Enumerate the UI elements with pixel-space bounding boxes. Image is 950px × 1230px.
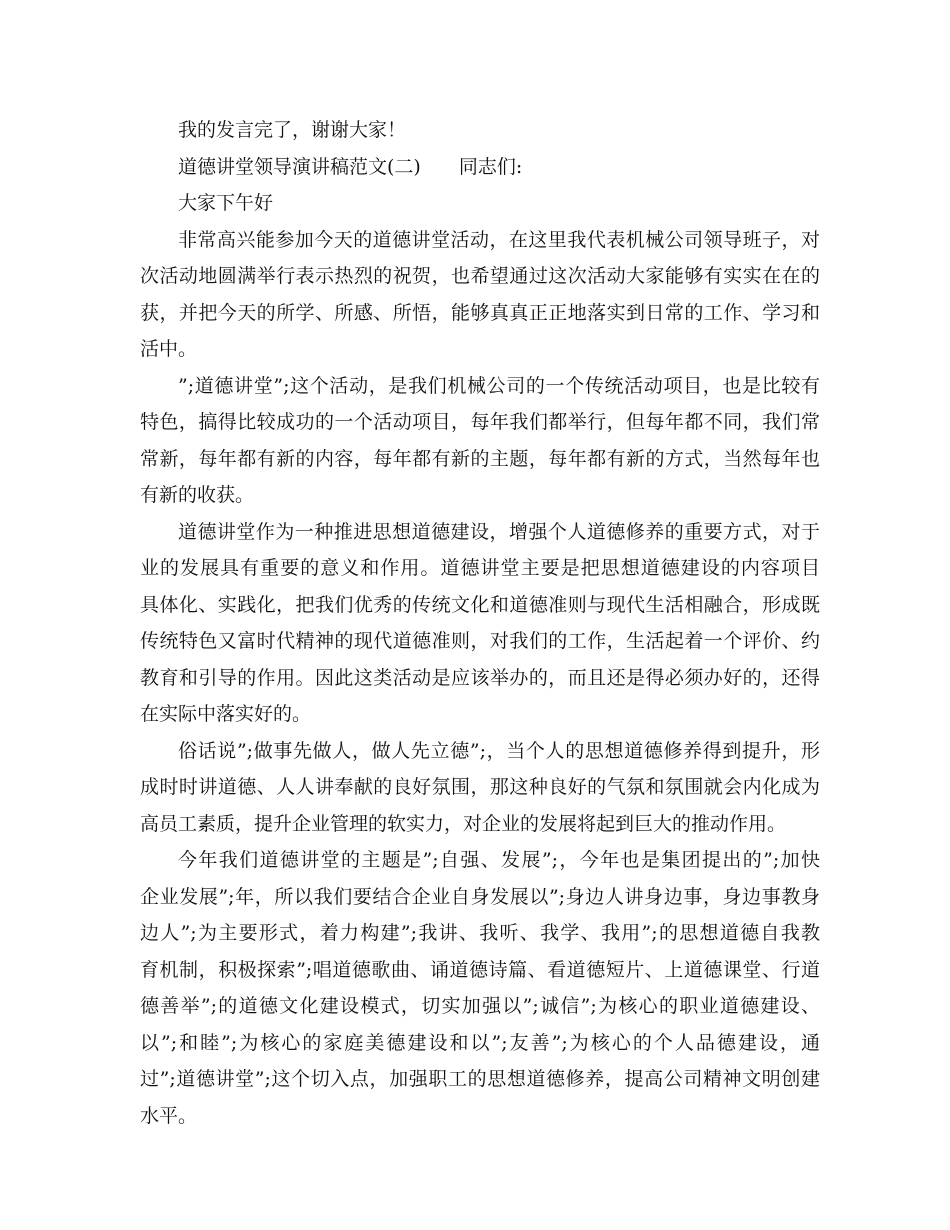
paragraph xyxy=(140,368,820,514)
paragraph-line: 高员工素质，提升企业管理的软实力，对企业的发展将起到巨大的推动作用。 xyxy=(140,812,787,835)
paragraph-line: 今年我们道德讲堂的主题是”;自强、发展”;，今年也是集团提出的”;加快 xyxy=(178,849,820,871)
document-title: 道德讲堂领导演讲稿范文(二) xyxy=(178,155,421,178)
salutation: 大家下午好 xyxy=(178,192,274,214)
paragraph-line: 常新，每年都有新的内容，每年都有新的主题，每年都有新的方式，当然每年也 xyxy=(140,447,820,470)
paragraph-line: 过”;道德讲堂”;这个切入点，加强职工的思想道德修养，提高公司精神文明创建 xyxy=(140,1068,820,1090)
body-paragraphs xyxy=(140,222,820,1135)
paragraph-line: 在实际中落实好的。 xyxy=(140,703,312,725)
paragraph-line: 企业发展”;年，所以我们要结合企业自身发展以”;身边人讲身边事，身边事教身 xyxy=(140,885,820,908)
paragraph-line: 教育和引导的作用。因此这类活动是应该举办的，而且还是得必须办好的，还得 xyxy=(140,666,820,689)
paragraph xyxy=(140,222,820,368)
paragraph-line: 获，并把今天的所学、所感、所悟，能够真真正正地落实到日常的工作、学习和 xyxy=(140,301,820,324)
paragraph xyxy=(140,842,820,1134)
paragraph-line: 具体化、实践化，把我们优秀的传统文化和道德准则与现代生活相融合，形成既 xyxy=(140,593,820,616)
paragraph-line: ”;道德讲堂”;这个活动，是我们机械公司的一个传统活动项目，也是比较有 xyxy=(178,374,820,397)
closing-line: 我的发言完了，谢谢大家！ xyxy=(178,119,407,141)
paragraph-line: 传统特色又富时代精神的现代道德准则，对我们的工作，生活起着一个评价、约 xyxy=(140,630,820,652)
paragraph-line: 边人”;为主要形式，着力构建”;我讲、我听、我学、我用”;的思想道德自我教 xyxy=(140,922,820,944)
paragraph-line: 俗话说”;做事先做人，做人先立德”;，当个人的思想道德修养得到提升，形 xyxy=(178,739,820,762)
paragraph-line: 次活动地圆满举行表示热烈的祝贺，也希望通过这次活动大家能够有实实在在的 xyxy=(140,265,820,287)
paragraph-line: 育机制，积极探索”;唱道德歌曲、诵道德诗篇、看道德短片、上道德课堂、行道 xyxy=(140,958,820,981)
paragraph xyxy=(140,514,820,733)
paragraph-line: 德善举”;的道德文化建设模式，切实加强以”;诚信”;为核心的职业道德建设、 xyxy=(140,995,820,1017)
paragraph-line: 活中。 xyxy=(140,338,198,360)
paragraph-line: 非常高兴能参加今天的道德讲堂活动，在这里我代表机械公司领导班子，对 xyxy=(178,228,820,251)
paragraph-line: 道德讲堂作为一种推进思想道德建设，增强个人道德修养的重要方式，对于 xyxy=(178,520,820,543)
paragraph-line: 成时时讲道德、人人讲奉献的良好氛围，那这种良好的气氛和氛围就会内化成为 xyxy=(140,776,820,798)
paragraph-line: 以”;和睦”;为核心的家庭美德建设和以”;友善”;为核心的个人品德建设，通 xyxy=(140,1031,820,1054)
paragraph-line: 有新的收获。 xyxy=(140,484,255,506)
title-row xyxy=(140,149,820,186)
paragraph xyxy=(140,733,820,843)
paragraph-line: 水平。 xyxy=(140,1104,198,1127)
paragraph-line: 业的发展具有重要的意义和作用。道德讲堂主要是把思想道德建设的内容项目 xyxy=(140,557,820,579)
document-page xyxy=(140,112,820,1134)
paragraph-line: 特色，搞得比较成功的一个活动项目，每年我们都举行，但每年都不同，我们常 xyxy=(140,411,820,433)
greeting: 同志们: xyxy=(458,155,523,178)
